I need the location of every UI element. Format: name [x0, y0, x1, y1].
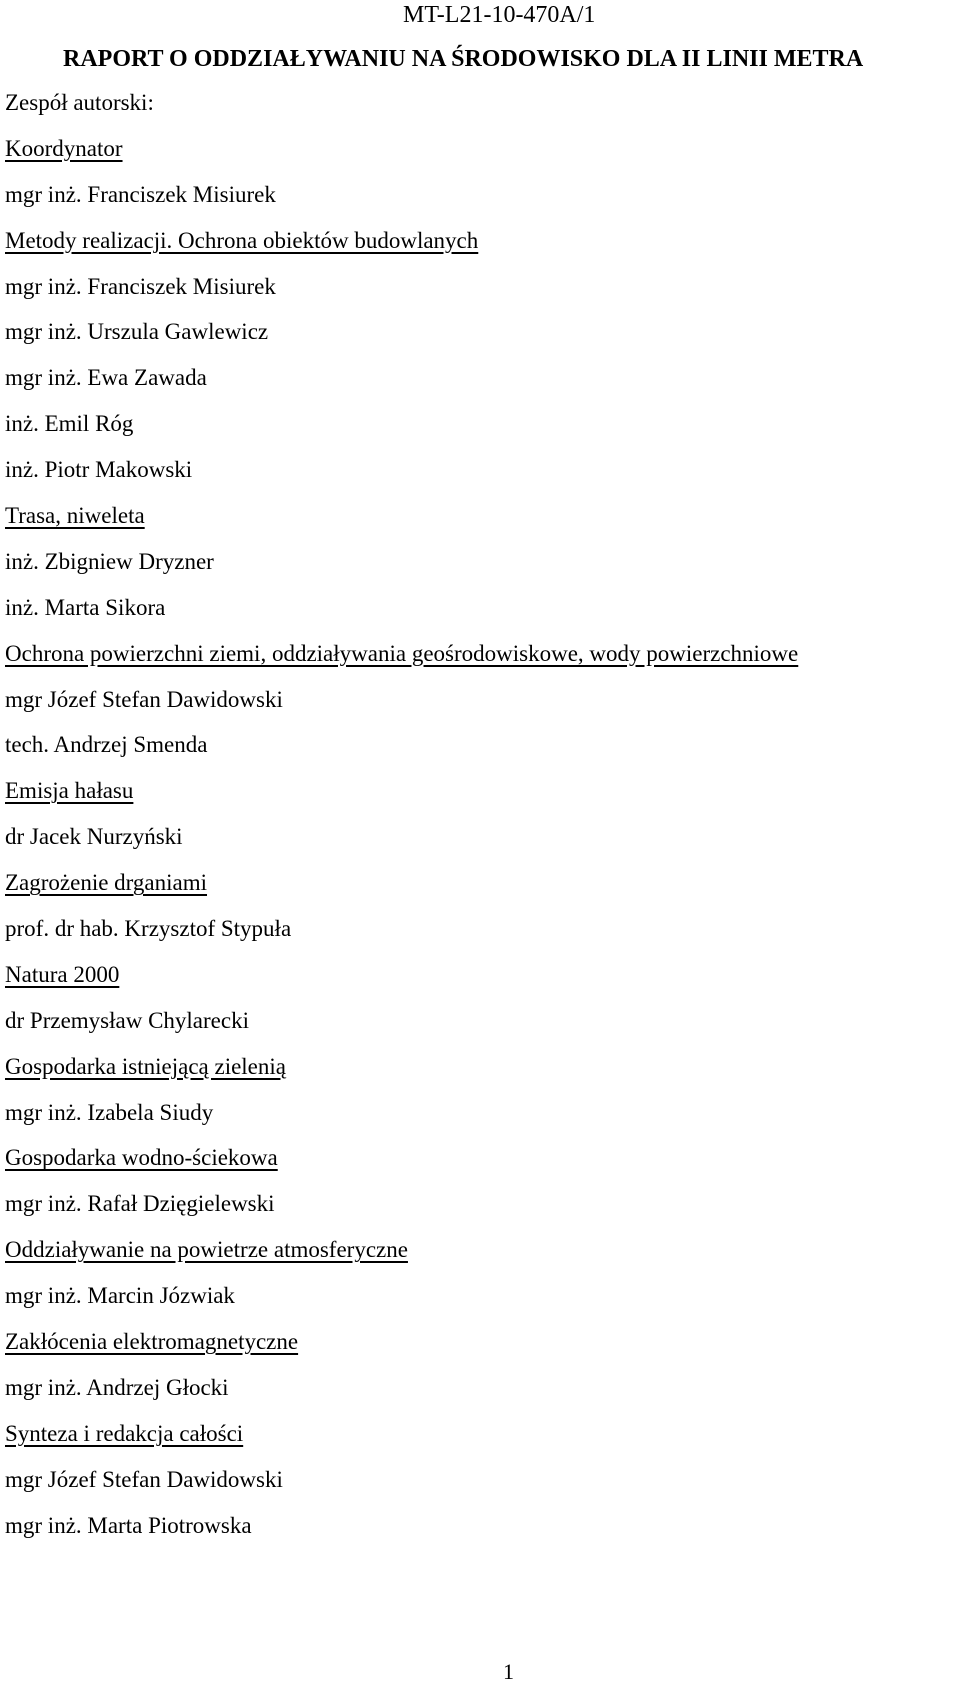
section-heading: Gospodarka istniejącą zielenią — [5, 1053, 286, 1079]
section-heading: Gospodarka wodno-ściekowa — [5, 1145, 278, 1171]
team-member: inż. Emil Róg — [5, 411, 134, 437]
team-member: prof. dr hab. Krzysztof Stypuła — [5, 916, 292, 942]
team-member: mgr inż. Urszula Gawlewicz — [5, 319, 269, 345]
team-member: inż. Piotr Makowski — [5, 457, 193, 483]
section-heading: Natura 2000 — [5, 961, 120, 987]
page-number: 1 — [503, 1659, 514, 1684]
section-heading: Metody realizacji. Ochrona obiektów budowlanych — [5, 227, 479, 253]
section-heading: Trasa, niweleta — [5, 503, 145, 529]
team-member: mgr inż. Franciszek Misiurek — [5, 273, 276, 299]
team-member: inż. Marta Sikora — [5, 594, 166, 620]
team-member: mgr inż. Izabela Siudy — [5, 1099, 214, 1125]
section-heading: Oddziaływanie na powietrze atmosferyczne — [5, 1237, 408, 1263]
section-heading: Emisja hałasu — [5, 778, 134, 804]
team-member: mgr inż. Franciszek Misiurek — [5, 181, 276, 207]
team-member: mgr inż. Rafał Dzięgielewski — [5, 1191, 275, 1217]
team-member: dr Jacek Nurzyński — [5, 824, 183, 850]
section-heading: Zakłócenia elektromagnetyczne — [5, 1329, 299, 1355]
section-heading: Synteza i redakcja całości — [5, 1420, 244, 1446]
team-member: mgr inż. Ewa Zawada — [5, 365, 207, 391]
document-code: MT-L21-10-470A/1 — [403, 2, 596, 28]
section-heading: Ochrona powierzchni ziemi, oddziaływania geośrodowiskowe, wody powierzchniowe — [5, 640, 799, 666]
section-heading: Zagrożenie drganiami — [5, 870, 208, 896]
author-team-list — [5, 88, 798, 1557]
team-heading: Zespół autorski: — [5, 90, 154, 115]
team-member: mgr Józef Stefan Dawidowski — [5, 686, 283, 712]
team-member: dr Przemysław Chylarecki — [5, 1007, 249, 1033]
document-title: RAPORT O ODDZIAŁYWANIU NA ŚRODOWISKO DLA II LINII METRA — [63, 46, 864, 72]
team-member: tech. Andrzej Smenda — [5, 732, 208, 758]
team-member: mgr inż. Andrzej Głocki — [5, 1374, 229, 1400]
team-member: inż. Zbigniew Dryzner — [5, 548, 214, 574]
team-member: mgr Józef Stefan Dawidowski — [5, 1466, 283, 1492]
team-member: mgr inż. Marta Piotrowska — [5, 1512, 252, 1538]
team-member: mgr inż. Marcin Józwiak — [5, 1283, 235, 1309]
section-heading: Koordynator — [5, 135, 123, 161]
